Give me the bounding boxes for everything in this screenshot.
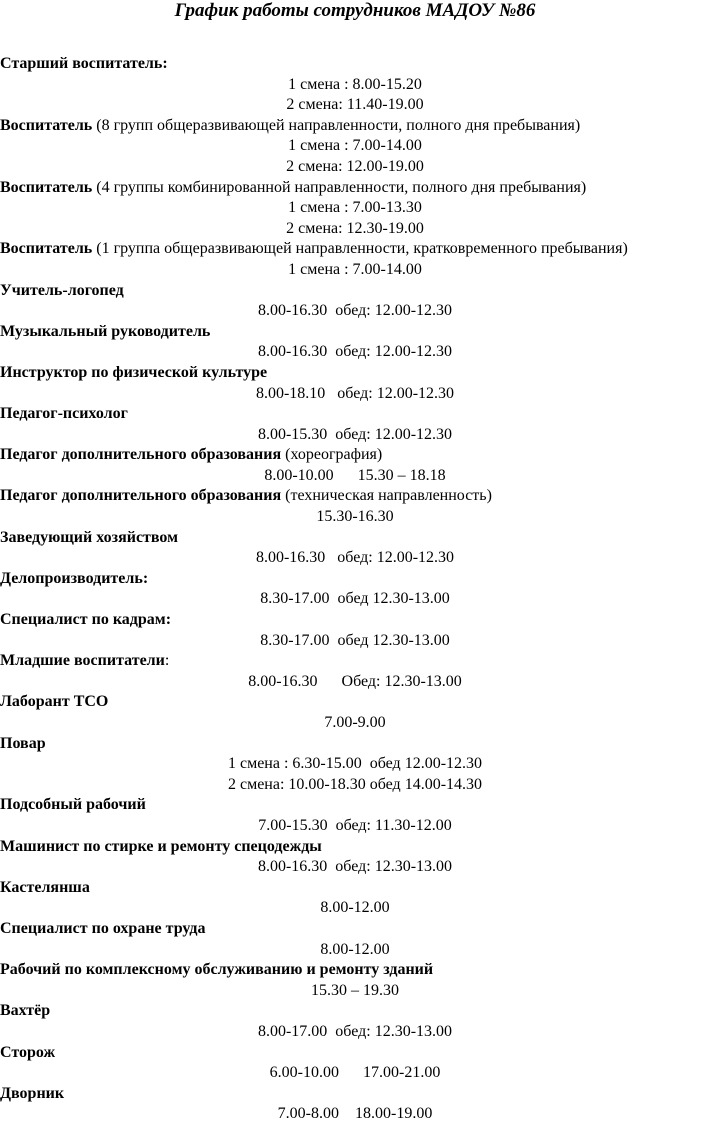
schedule-line: 8.00-16.30 обед: 12.30-13.00 [257, 858, 453, 876]
role-name: Специалист по охране труда [0, 919, 206, 937]
role-name: Музыкальный руководитель [0, 322, 211, 340]
schedule-line: 8.00-16.30 обед: 12.00-12.30 [255, 549, 455, 567]
role-heading [0, 54, 710, 75]
role-heading [0, 178, 710, 199]
role-heading [0, 404, 710, 425]
schedule-line: 8.00-16.30 обед: 12.00-12.30 [257, 343, 453, 361]
role-name: Лаборант ТСО [0, 693, 109, 711]
role-heading [0, 878, 710, 899]
role-heading [0, 919, 710, 940]
role-note: (хореография) [281, 446, 383, 464]
role-heading [0, 651, 710, 672]
schedule-line: 2 смена: 10.00-18.30 обед 14.00-14.30 [227, 775, 483, 793]
role-name: Воспитатель [0, 116, 93, 134]
role-name: Учитель-логопед [0, 281, 124, 299]
role-name: Педагог дополнительного образования [0, 487, 282, 505]
role-name: Повар [0, 734, 46, 752]
role-heading [0, 445, 710, 466]
role-heading [0, 322, 710, 343]
schedule-line: 1 смена : 7.00-14.00 [288, 137, 422, 155]
schedule-line: 2 смена: 12.00-19.00 [286, 157, 424, 175]
role-heading [0, 528, 710, 549]
schedule-line: 8.00-17.00 обед: 12.30-13.00 [257, 1022, 453, 1040]
schedule-line: 1 смена : 7.00-13.30 [288, 199, 422, 217]
schedule-line: 7.00-15.30 обед: 11.30-12.00 [258, 816, 452, 834]
schedule-line: 8.00-12.00 [320, 940, 390, 958]
role-name: Педагог дополнительного образования [0, 446, 282, 464]
role-name: Машинист по стирке и ремонту спецодежды [0, 837, 322, 855]
role-heading [0, 692, 710, 713]
role-heading [0, 1084, 710, 1105]
role-heading [0, 363, 710, 384]
role-note: (8 групп общеразвивающей направленности, полного дня пребывания) [92, 116, 581, 134]
role-heading [0, 734, 710, 755]
schedule-line: 8.00-16.30 обед: 12.00-12.30 [257, 302, 453, 320]
role-note: : [164, 652, 170, 670]
role-name: Заведующий хозяйством [0, 528, 179, 546]
role-heading [0, 1043, 710, 1064]
role-name: Специалист по кадрам: [0, 611, 172, 629]
role-name: Вахтёр [0, 1002, 51, 1020]
role-heading [0, 281, 710, 302]
role-name: Воспитатель [0, 240, 93, 258]
schedule-line: 8.30-17.00 обед 12.30-13.00 [260, 590, 450, 608]
role-heading [0, 837, 710, 858]
role-name: Кастелянша [0, 878, 90, 896]
schedule-line: 8.00-12.00 [320, 899, 390, 917]
schedule-line: 8.00-15.30 обед: 12.00-12.30 [257, 425, 453, 443]
schedule-line: 1 смена : 8.00-15.20 [288, 75, 422, 93]
role-heading [0, 795, 710, 816]
role-name: Сторож [0, 1043, 56, 1061]
role-heading [0, 239, 710, 260]
role-heading [0, 1001, 710, 1022]
role-name: Делопроизводитель: [0, 569, 149, 587]
role-name: Рабочий по комплексному обслуживанию и ремонту зданий [0, 961, 434, 979]
role-note: (1 группа общеразвивающей направленности, кратковременного пребывания) [92, 240, 628, 258]
schedule-line: 7.00-9.00 [324, 714, 386, 731]
schedule-line: 15.30 – 19.30 [311, 981, 399, 999]
schedule-line: 2 смена: 11.40-19.00 [286, 96, 424, 114]
schedule-line: 8.00-18.10 обед: 12.00-12.30 [255, 384, 455, 402]
role-name: Дворник [0, 1084, 65, 1102]
role-name: Инструктор по физической культуре [0, 363, 268, 381]
schedule-line: 1 смена : 7.00-14.00 [288, 260, 422, 278]
schedule-line: 15.30-16.30 [316, 508, 394, 526]
role-note: (техническая направленность) [281, 487, 492, 505]
role-name: Младшие воспитатели [0, 652, 165, 670]
role-name: Воспитатель [0, 178, 93, 196]
role-name: Педагог-психолог [0, 405, 128, 423]
role-heading [0, 569, 710, 590]
schedule-line: 7.00-8.00 18.00-19.00 [277, 1105, 433, 1123]
schedule-line: 8.00-16.30 Обед: 12.30-13.00 [248, 672, 462, 690]
role-name: Подсобный рабочий [0, 796, 146, 814]
page-title: График работы сотрудников МАДОУ №86 [174, 0, 536, 21]
schedule-list [0, 32, 710, 1125]
schedule-line: 6.00-10.00 17.00-21.00 [269, 1064, 441, 1082]
schedule-line: 2 смена: 12.30-19.00 [286, 219, 424, 237]
role-name: Старший воспитатель: [0, 55, 168, 72]
role-note: (4 группы комбинированной направленности, полного дня пребывания) [92, 178, 587, 196]
schedule-line: 8.00-10.00 15.30 – 18.18 [264, 466, 446, 484]
role-heading [0, 116, 710, 137]
role-heading [0, 486, 710, 507]
role-heading [0, 960, 710, 981]
schedule-line: 8.30-17.00 обед 12.30-13.00 [260, 631, 450, 649]
role-heading [0, 610, 710, 631]
schedule-line: 1 смена : 6.30-15.00 обед 12.00-12.30 [227, 755, 483, 773]
